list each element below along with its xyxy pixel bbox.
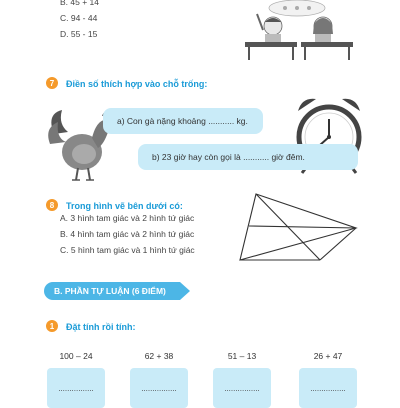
question-number-badge: 8 [46,199,58,211]
answer-bubble-a[interactable] [103,108,263,134]
answer-blank: ................ [141,383,177,393]
answer-box[interactable] [299,368,357,408]
question-title: Đặt tính rồi tính: [66,322,136,332]
section-banner [44,282,190,300]
answer-box[interactable] [213,368,271,408]
option-a[interactable]: A. 3 hình tam giác và 2 hình tứ giác [60,213,195,223]
calculation-expression: 62 + 38 [144,351,174,361]
question-title: Trong hình vẽ bên dưới có: [66,201,183,211]
option-c[interactable]: C. 5 hình tam giác và 1 hình tứ giác [60,245,195,255]
option-c[interactable]: C. 94 - 44 [60,13,98,23]
triangles-figure [236,190,362,264]
calculation-expression: 26 + 47 [313,351,343,361]
answer-bubble-b[interactable] [138,144,358,170]
answer-blank: ................ [58,383,94,393]
banner-arrow [180,282,190,300]
answer-box[interactable] [47,368,105,408]
question-title: Điền số thích hợp vào chỗ trống: [66,79,208,89]
section-banner-label: B. PHẦN TỰ LUẬN (6 ĐIỂM) [44,282,180,300]
calculation-expression: 51 – 13 [227,351,257,361]
option-d[interactable]: D. 55 - 15 [60,29,98,39]
classroom-illustration [235,0,365,62]
answer-blank: ................ [310,383,346,393]
question-number-badge: 1 [46,320,58,332]
answer-blank: ................ [224,383,260,393]
statement-b: b) 23 giờ hay còn gọi là ........... giờ đêm. [152,152,305,162]
option-b[interactable]: B. 4 hình tam giác và 2 hình tứ giác [60,229,195,239]
calculation-expression: 100 – 24 [59,351,93,361]
question-number-badge: 7 [46,77,58,89]
option-b[interactable]: B. 45 + 14 [60,0,99,7]
statement-a: a) Con gà nặng khoảng ........... kg. [117,116,248,126]
answer-box[interactable] [130,368,188,408]
